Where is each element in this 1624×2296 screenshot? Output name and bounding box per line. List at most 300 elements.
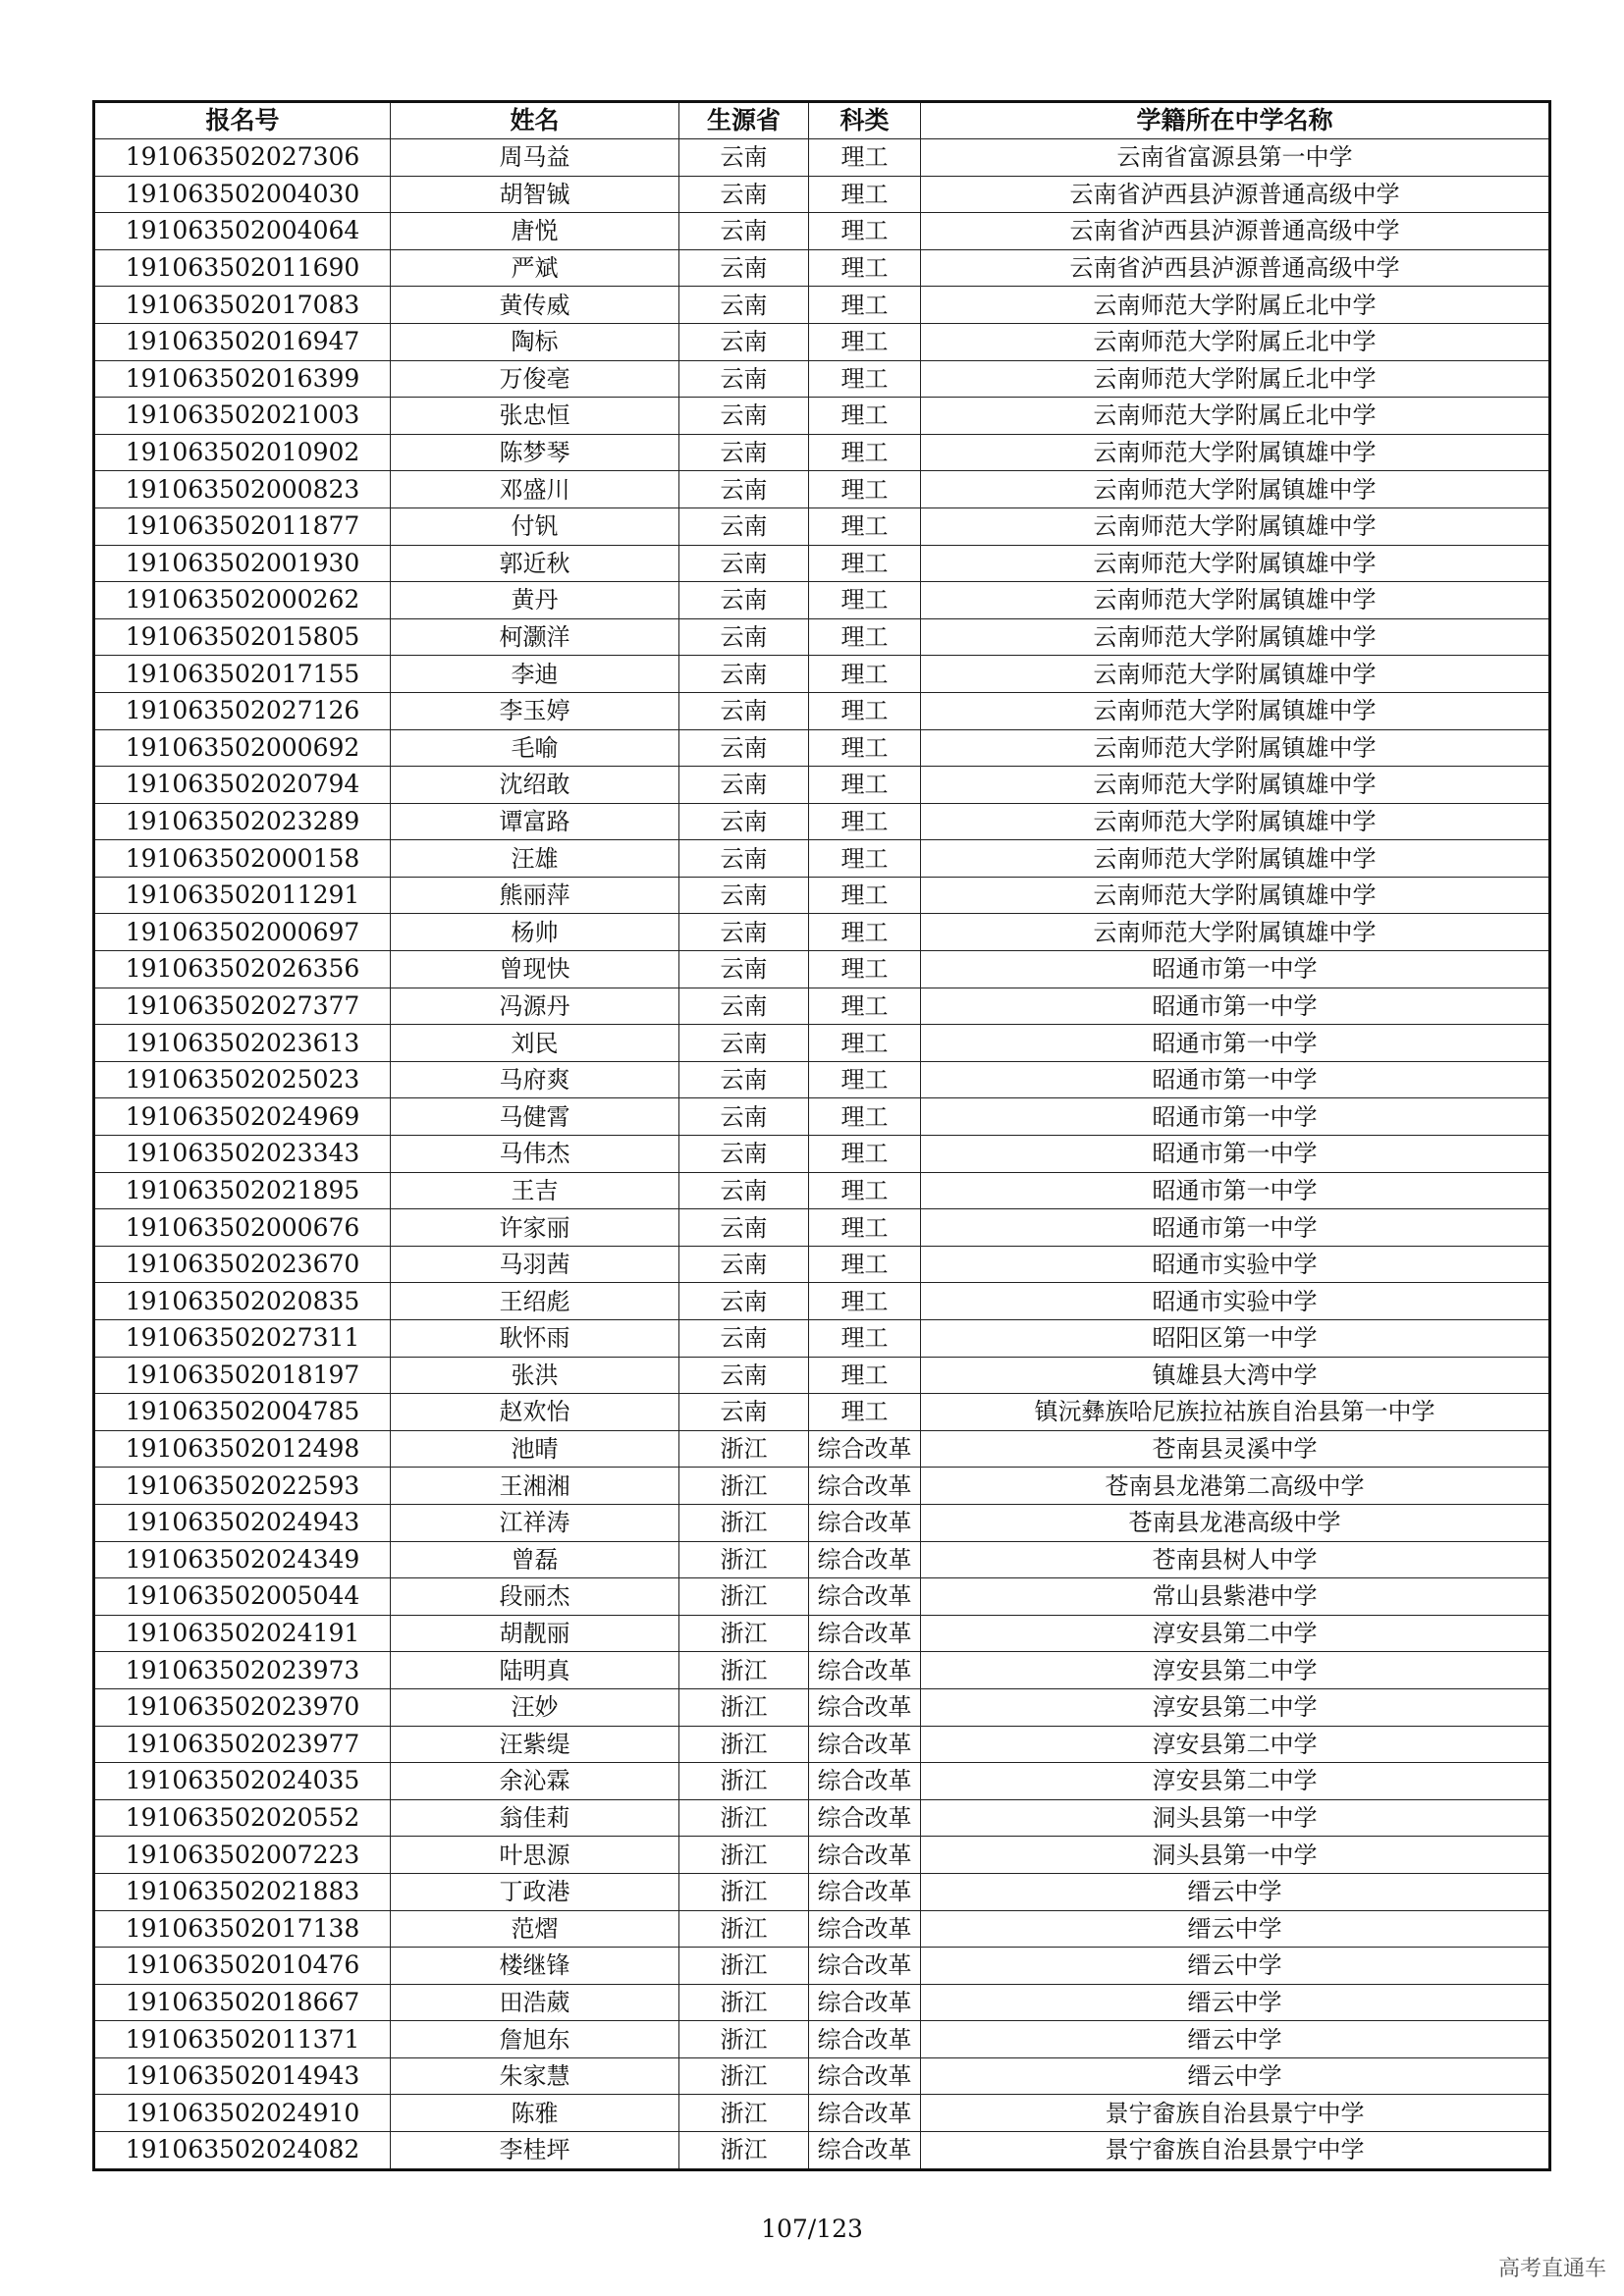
cell-school: 缙云中学 xyxy=(921,1948,1550,1985)
cell-category: 综合改革 xyxy=(809,2132,921,2170)
cell-province: 浙江 xyxy=(679,2132,809,2170)
table-row xyxy=(94,176,1550,213)
table-row xyxy=(94,545,1550,582)
cell-name: 邓盛川 xyxy=(391,471,679,508)
table-row xyxy=(94,139,1550,177)
cell-name: 耿怀雨 xyxy=(391,1320,679,1358)
cell-school: 云南师范大学附属镇雄中学 xyxy=(921,434,1550,471)
cell-name: 叶思源 xyxy=(391,1837,679,1874)
cell-category: 理工 xyxy=(809,1357,921,1394)
cell-province: 云南 xyxy=(679,729,809,767)
cell-school: 云南师范大学附属丘北中学 xyxy=(921,360,1550,398)
table-row xyxy=(94,988,1550,1025)
table-row xyxy=(94,2132,1550,2170)
table-row xyxy=(94,1283,1550,1320)
cell-name: 王吉 xyxy=(391,1172,679,1209)
cell-province: 云南 xyxy=(679,1098,809,1136)
cell-category: 综合改革 xyxy=(809,1688,921,1726)
cell-registration-number: 191063502026356 xyxy=(94,951,391,988)
table-row xyxy=(94,618,1550,656)
cell-name: 段丽杰 xyxy=(391,1578,679,1616)
cell-category: 理工 xyxy=(809,951,921,988)
table-row xyxy=(94,249,1550,287)
cell-name: 沈绍敢 xyxy=(391,767,679,804)
cell-registration-number: 191063502023343 xyxy=(94,1136,391,1173)
cell-school: 云南师范大学附属丘北中学 xyxy=(921,323,1550,360)
table-row xyxy=(94,840,1550,878)
table-row xyxy=(94,877,1550,914)
cell-name: 池晴 xyxy=(391,1430,679,1468)
table-row xyxy=(94,914,1550,951)
cell-category: 综合改革 xyxy=(809,1984,921,2021)
cell-name: 黄丹 xyxy=(391,582,679,619)
cell-province: 云南 xyxy=(679,1283,809,1320)
table-row xyxy=(94,507,1550,545)
cell-name: 陆明真 xyxy=(391,1652,679,1689)
cell-school: 云南师范大学附属镇雄中学 xyxy=(921,618,1550,656)
cell-registration-number: 191063502024191 xyxy=(94,1615,391,1652)
cell-registration-number: 191063502024910 xyxy=(94,2095,391,2132)
table-row xyxy=(94,1726,1550,1763)
table-row xyxy=(94,471,1550,508)
cell-category: 理工 xyxy=(809,1061,921,1098)
cell-school: 淳安县第二中学 xyxy=(921,1688,1550,1726)
cell-province: 云南 xyxy=(679,287,809,324)
cell-school: 淳安县第二中学 xyxy=(921,1726,1550,1763)
cell-name: 陶标 xyxy=(391,323,679,360)
cell-registration-number: 191063502004030 xyxy=(94,176,391,213)
cell-registration-number: 191063502023670 xyxy=(94,1246,391,1283)
cell-province: 浙江 xyxy=(679,1837,809,1874)
page-number: 107/123 xyxy=(761,2215,863,2243)
cell-school: 云南省泸西县泸源普通高级中学 xyxy=(921,249,1550,287)
cell-category: 理工 xyxy=(809,692,921,729)
cell-registration-number: 191063502024349 xyxy=(94,1541,391,1578)
table-row xyxy=(94,287,1550,324)
table-row xyxy=(94,1025,1550,1062)
cell-school: 景宁畲族自治县景宁中学 xyxy=(921,2095,1550,2132)
cell-province: 浙江 xyxy=(679,1726,809,1763)
cell-registration-number: 191063502024943 xyxy=(94,1504,391,1541)
cell-registration-number: 191063502004785 xyxy=(94,1394,391,1431)
header-school: 学籍所在中学名称 xyxy=(921,102,1550,139)
cell-category: 综合改革 xyxy=(809,1541,921,1578)
cell-registration-number: 191063502012498 xyxy=(94,1430,391,1468)
cell-category: 理工 xyxy=(809,323,921,360)
cell-province: 浙江 xyxy=(679,1799,809,1837)
watermark: 高考直通车 xyxy=(1497,2257,1606,2281)
cell-province: 浙江 xyxy=(679,1468,809,1505)
cell-registration-number: 191063502023977 xyxy=(94,1726,391,1763)
cell-name: 刘民 xyxy=(391,1025,679,1062)
cell-name: 余沁霖 xyxy=(391,1763,679,1800)
table-row xyxy=(94,213,1550,250)
cell-registration-number: 191063502015805 xyxy=(94,618,391,656)
cell-school: 云南省泸西县泸源普通高级中学 xyxy=(921,176,1550,213)
cell-registration-number: 191063502017083 xyxy=(94,287,391,324)
cell-school: 缙云中学 xyxy=(921,1873,1550,1910)
cell-province: 云南 xyxy=(679,618,809,656)
table-row xyxy=(94,1799,1550,1837)
cell-province: 浙江 xyxy=(679,1688,809,1726)
cell-name: 翁佳莉 xyxy=(391,1799,679,1837)
cell-category: 理工 xyxy=(809,1172,921,1209)
cell-school: 云南师范大学附属镇雄中学 xyxy=(921,582,1550,619)
cell-province: 浙江 xyxy=(679,1948,809,1985)
cell-name: 万俊亳 xyxy=(391,360,679,398)
cell-category: 理工 xyxy=(809,729,921,767)
table-row xyxy=(94,582,1550,619)
cell-name: 冯源丹 xyxy=(391,988,679,1025)
cell-name: 赵欢怡 xyxy=(391,1394,679,1431)
cell-category: 理工 xyxy=(809,176,921,213)
table-row xyxy=(94,951,1550,988)
cell-registration-number: 191063502000676 xyxy=(94,1209,391,1247)
table-row xyxy=(94,434,1550,471)
cell-province: 云南 xyxy=(679,1025,809,1062)
cell-name: 马羽茜 xyxy=(391,1246,679,1283)
cell-province: 云南 xyxy=(679,877,809,914)
cell-name: 江祥涛 xyxy=(391,1504,679,1541)
cell-registration-number: 191063502020835 xyxy=(94,1283,391,1320)
cell-category: 理工 xyxy=(809,360,921,398)
table-row xyxy=(94,1098,1550,1136)
cell-name: 马府爽 xyxy=(391,1061,679,1098)
cell-school: 缙云中学 xyxy=(921,1984,1550,2021)
cell-province: 云南 xyxy=(679,951,809,988)
cell-school: 云南师范大学附属镇雄中学 xyxy=(921,767,1550,804)
cell-province: 浙江 xyxy=(679,1910,809,1948)
cell-category: 理工 xyxy=(809,1246,921,1283)
cell-name: 曾磊 xyxy=(391,1541,679,1578)
table-row xyxy=(94,1837,1550,1874)
table-row xyxy=(94,323,1550,360)
cell-province: 云南 xyxy=(679,1172,809,1209)
table-row xyxy=(94,398,1550,435)
cell-category: 理工 xyxy=(809,618,921,656)
cell-category: 综合改革 xyxy=(809,1910,921,1948)
cell-registration-number: 191063502027306 xyxy=(94,139,391,177)
cell-school: 苍南县树人中学 xyxy=(921,1541,1550,1578)
cell-registration-number: 191063502010902 xyxy=(94,434,391,471)
cell-registration-number: 191063502017155 xyxy=(94,656,391,693)
cell-registration-number: 191063502023973 xyxy=(94,1652,391,1689)
cell-school: 常山县紫港中学 xyxy=(921,1578,1550,1616)
cell-category: 理工 xyxy=(809,545,921,582)
cell-school: 昭通市第一中学 xyxy=(921,1025,1550,1062)
cell-name: 楼继锋 xyxy=(391,1948,679,1985)
cell-name: 汪雄 xyxy=(391,840,679,878)
cell-category: 综合改革 xyxy=(809,1615,921,1652)
cell-province: 云南 xyxy=(679,656,809,693)
cell-registration-number: 191063502005044 xyxy=(94,1578,391,1616)
cell-registration-number: 191063502027311 xyxy=(94,1320,391,1358)
cell-category: 理工 xyxy=(809,877,921,914)
cell-registration-number: 191063502022593 xyxy=(94,1468,391,1505)
cell-province: 浙江 xyxy=(679,1763,809,1800)
cell-school: 镇雄县大湾中学 xyxy=(921,1357,1550,1394)
cell-name: 许家丽 xyxy=(391,1209,679,1247)
cell-registration-number: 191063502025023 xyxy=(94,1061,391,1098)
cell-registration-number: 191063502016399 xyxy=(94,360,391,398)
cell-province: 云南 xyxy=(679,1394,809,1431)
cell-province: 云南 xyxy=(679,582,809,619)
cell-school: 云南省泸西县泸源普通高级中学 xyxy=(921,213,1550,250)
cell-name: 杨帅 xyxy=(391,914,679,951)
cell-province: 浙江 xyxy=(679,1578,809,1616)
cell-school: 云南师范大学附属镇雄中学 xyxy=(921,656,1550,693)
cell-category: 综合改革 xyxy=(809,1837,921,1874)
cell-school: 云南师范大学附属镇雄中学 xyxy=(921,507,1550,545)
cell-name: 严斌 xyxy=(391,249,679,287)
cell-category: 理工 xyxy=(809,471,921,508)
cell-school: 云南师范大学附属镇雄中学 xyxy=(921,914,1550,951)
cell-name: 李玉婷 xyxy=(391,692,679,729)
table-row xyxy=(94,360,1550,398)
cell-province: 云南 xyxy=(679,139,809,177)
cell-category: 综合改革 xyxy=(809,1468,921,1505)
cell-category: 理工 xyxy=(809,1283,921,1320)
cell-school: 云南师范大学附属镇雄中学 xyxy=(921,877,1550,914)
cell-name: 张忠恒 xyxy=(391,398,679,435)
cell-category: 综合改革 xyxy=(809,1652,921,1689)
cell-school: 昭通市实验中学 xyxy=(921,1246,1550,1283)
admission-list-sheet xyxy=(92,100,1548,2171)
cell-school: 云南师范大学附属镇雄中学 xyxy=(921,471,1550,508)
cell-category: 理工 xyxy=(809,287,921,324)
cell-school: 云南师范大学附属镇雄中学 xyxy=(921,803,1550,840)
cell-registration-number: 191063502000262 xyxy=(94,582,391,619)
cell-province: 浙江 xyxy=(679,1873,809,1910)
cell-category: 综合改革 xyxy=(809,1726,921,1763)
cell-name: 付钒 xyxy=(391,507,679,545)
table-row xyxy=(94,1541,1550,1578)
table-row xyxy=(94,2057,1550,2095)
cell-registration-number: 191063502018667 xyxy=(94,1984,391,2021)
cell-school: 云南师范大学附属镇雄中学 xyxy=(921,545,1550,582)
cell-province: 云南 xyxy=(679,213,809,250)
cell-registration-number: 191063502011690 xyxy=(94,249,391,287)
cell-registration-number: 191063502017138 xyxy=(94,1910,391,1948)
table-row xyxy=(94,1172,1550,1209)
cell-registration-number: 191063502021003 xyxy=(94,398,391,435)
cell-registration-number: 191063502027126 xyxy=(94,692,391,729)
cell-school: 淳安县第二中学 xyxy=(921,1652,1550,1689)
cell-category: 综合改革 xyxy=(809,1799,921,1837)
table-header-row xyxy=(94,102,1550,139)
cell-province: 云南 xyxy=(679,1246,809,1283)
cell-category: 理工 xyxy=(809,249,921,287)
cell-registration-number: 191063502023970 xyxy=(94,1688,391,1726)
cell-category: 理工 xyxy=(809,914,921,951)
cell-name: 熊丽萍 xyxy=(391,877,679,914)
cell-school: 云南师范大学附属镇雄中学 xyxy=(921,840,1550,878)
cell-registration-number: 191063502024969 xyxy=(94,1098,391,1136)
table-row xyxy=(94,767,1550,804)
cell-category: 理工 xyxy=(809,139,921,177)
cell-registration-number: 191063502011371 xyxy=(94,2021,391,2058)
cell-name: 范熠 xyxy=(391,1910,679,1948)
cell-registration-number: 191063502018197 xyxy=(94,1357,391,1394)
cell-registration-number: 191063502014943 xyxy=(94,2057,391,2095)
cell-registration-number: 191063502021895 xyxy=(94,1172,391,1209)
cell-category: 综合改革 xyxy=(809,1948,921,1985)
cell-school: 昭通市第一中学 xyxy=(921,1172,1550,1209)
cell-registration-number: 191063502024082 xyxy=(94,2132,391,2170)
cell-school: 昭通市第一中学 xyxy=(921,1136,1550,1173)
cell-province: 浙江 xyxy=(679,1430,809,1468)
cell-category: 综合改革 xyxy=(809,2095,921,2132)
cell-name: 李迪 xyxy=(391,656,679,693)
table-row xyxy=(94,1652,1550,1689)
cell-province: 云南 xyxy=(679,803,809,840)
cell-registration-number: 191063502000692 xyxy=(94,729,391,767)
cell-registration-number: 191063502000158 xyxy=(94,840,391,878)
table-row xyxy=(94,1910,1550,1948)
cell-category: 综合改革 xyxy=(809,1430,921,1468)
header-category: 科类 xyxy=(809,102,921,139)
table-row xyxy=(94,1763,1550,1800)
cell-school: 缙云中学 xyxy=(921,1910,1550,1948)
cell-category: 综合改革 xyxy=(809,2057,921,2095)
cell-registration-number: 191063502016947 xyxy=(94,323,391,360)
table-row xyxy=(94,1688,1550,1726)
cell-province: 浙江 xyxy=(679,2095,809,2132)
cell-school: 镇沅彝族哈尼族拉祜族自治县第一中学 xyxy=(921,1394,1550,1431)
cell-school: 云南师范大学附属丘北中学 xyxy=(921,398,1550,435)
cell-school: 云南省富源县第一中学 xyxy=(921,139,1550,177)
header-province: 生源省 xyxy=(679,102,809,139)
cell-province: 云南 xyxy=(679,767,809,804)
cell-school: 云南师范大学附属丘北中学 xyxy=(921,287,1550,324)
cell-province: 云南 xyxy=(679,323,809,360)
table-body xyxy=(94,139,1550,2170)
cell-name: 柯灏洋 xyxy=(391,618,679,656)
table-row xyxy=(94,1209,1550,1247)
cell-name: 丁政港 xyxy=(391,1873,679,1910)
cell-school: 洞头县第一中学 xyxy=(921,1837,1550,1874)
cell-registration-number: 191063502024035 xyxy=(94,1763,391,1800)
cell-category: 理工 xyxy=(809,1025,921,1062)
table-row xyxy=(94,1578,1550,1616)
cell-province: 浙江 xyxy=(679,1984,809,2021)
cell-name: 汪妙 xyxy=(391,1688,679,1726)
cell-province: 云南 xyxy=(679,545,809,582)
cell-category: 理工 xyxy=(809,582,921,619)
cell-category: 理工 xyxy=(809,1136,921,1173)
cell-name: 田浩葳 xyxy=(391,1984,679,2021)
table-row xyxy=(94,692,1550,729)
cell-school: 昭阳区第一中学 xyxy=(921,1320,1550,1358)
table-row xyxy=(94,2095,1550,2132)
cell-name: 陈梦琴 xyxy=(391,434,679,471)
cell-category: 综合改革 xyxy=(809,2021,921,2058)
table-row xyxy=(94,1504,1550,1541)
cell-school: 昭通市实验中学 xyxy=(921,1283,1550,1320)
cell-registration-number: 191063502000697 xyxy=(94,914,391,951)
cell-province: 云南 xyxy=(679,692,809,729)
cell-category: 综合改革 xyxy=(809,1504,921,1541)
cell-registration-number: 191063502000823 xyxy=(94,471,391,508)
table-row xyxy=(94,1615,1550,1652)
cell-province: 云南 xyxy=(679,840,809,878)
cell-school: 缙云中学 xyxy=(921,2057,1550,2095)
cell-name: 胡智铖 xyxy=(391,176,679,213)
cell-name: 马伟杰 xyxy=(391,1136,679,1173)
cell-name: 黄传威 xyxy=(391,287,679,324)
cell-category: 理工 xyxy=(809,213,921,250)
table-row xyxy=(94,1430,1550,1468)
cell-province: 云南 xyxy=(679,507,809,545)
cell-school: 苍南县灵溪中学 xyxy=(921,1430,1550,1468)
cell-province: 云南 xyxy=(679,1357,809,1394)
cell-province: 云南 xyxy=(679,914,809,951)
cell-category: 理工 xyxy=(809,1209,921,1247)
cell-school: 淳安县第二中学 xyxy=(921,1615,1550,1652)
cell-name: 朱家慧 xyxy=(391,2057,679,2095)
cell-school: 苍南县龙港第二高级中学 xyxy=(921,1468,1550,1505)
cell-name: 陈雅 xyxy=(391,2095,679,2132)
table-row xyxy=(94,656,1550,693)
cell-category: 理工 xyxy=(809,434,921,471)
cell-category: 理工 xyxy=(809,507,921,545)
table-row xyxy=(94,1468,1550,1505)
cell-name: 郭近秋 xyxy=(391,545,679,582)
cell-category: 理工 xyxy=(809,803,921,840)
cell-name: 李桂坪 xyxy=(391,2132,679,2170)
cell-school: 昭通市第一中学 xyxy=(921,951,1550,988)
cell-school: 景宁畲族自治县景宁中学 xyxy=(921,2132,1550,2170)
cell-province: 云南 xyxy=(679,1320,809,1358)
cell-province: 浙江 xyxy=(679,1504,809,1541)
cell-name: 王绍彪 xyxy=(391,1283,679,1320)
cell-school: 淳安县第二中学 xyxy=(921,1763,1550,1800)
cell-name: 王湘湘 xyxy=(391,1468,679,1505)
cell-school: 昭通市第一中学 xyxy=(921,1209,1550,1247)
cell-province: 云南 xyxy=(679,434,809,471)
cell-name: 曾现快 xyxy=(391,951,679,988)
cell-category: 综合改革 xyxy=(809,1763,921,1800)
table-row xyxy=(94,2021,1550,2058)
table-row xyxy=(94,803,1550,840)
cell-province: 云南 xyxy=(679,988,809,1025)
table-row xyxy=(94,1246,1550,1283)
cell-registration-number: 191063502020794 xyxy=(94,767,391,804)
cell-school: 昭通市第一中学 xyxy=(921,1061,1550,1098)
table-row xyxy=(94,1394,1550,1431)
table-row xyxy=(94,1320,1550,1358)
cell-registration-number: 191063502027377 xyxy=(94,988,391,1025)
cell-registration-number: 191063502020552 xyxy=(94,1799,391,1837)
cell-school: 云南师范大学附属镇雄中学 xyxy=(921,692,1550,729)
cell-category: 理工 xyxy=(809,1394,921,1431)
cell-category: 理工 xyxy=(809,1098,921,1136)
cell-name: 谭富路 xyxy=(391,803,679,840)
cell-school: 昭通市第一中学 xyxy=(921,1098,1550,1136)
cell-category: 理工 xyxy=(809,840,921,878)
table-row xyxy=(94,729,1550,767)
cell-category: 理工 xyxy=(809,988,921,1025)
cell-name: 詹旭东 xyxy=(391,2021,679,2058)
cell-registration-number: 191063502004064 xyxy=(94,213,391,250)
cell-registration-number: 191063502011877 xyxy=(94,507,391,545)
cell-registration-number: 191063502023613 xyxy=(94,1025,391,1062)
table-row xyxy=(94,1357,1550,1394)
cell-name: 唐悦 xyxy=(391,213,679,250)
cell-registration-number: 191063502023289 xyxy=(94,803,391,840)
cell-registration-number: 191063502011291 xyxy=(94,877,391,914)
cell-province: 浙江 xyxy=(679,2021,809,2058)
